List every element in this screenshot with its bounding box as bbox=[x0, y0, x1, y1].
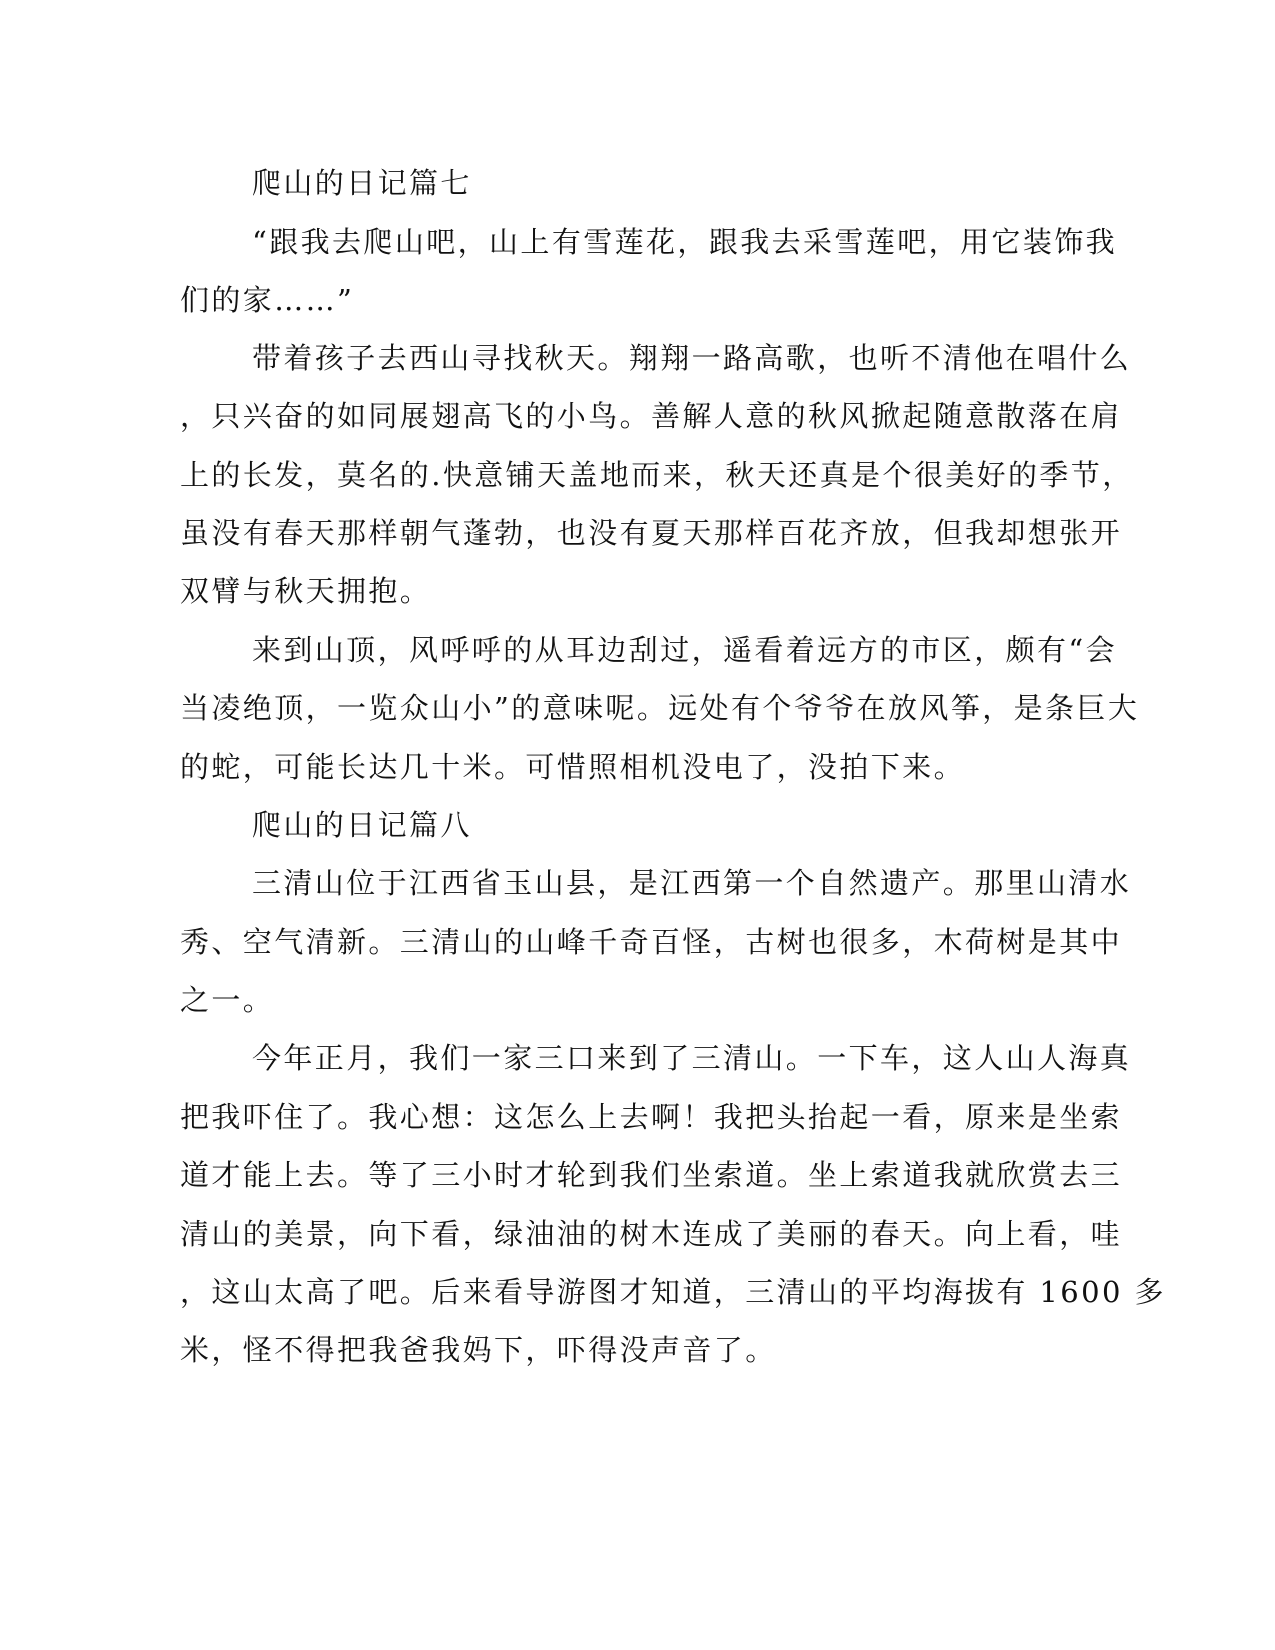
paragraph-line: 带着孩子去西山寻找秋天。翔翔一路高歌，也听不清他在唱什么 bbox=[252, 341, 1132, 375]
paragraph-line: 虽没有春天那样朝气蓬勃，也没有夏天那样百花齐放，但我却想张开 bbox=[180, 516, 1123, 550]
paragraph-line: “跟我去爬山吧，山上有雪莲花，跟我去采雪莲吧，用它装饰我 bbox=[252, 225, 1118, 259]
paragraph-line: 上的长发，莫名的.快意铺天盖地而来，秋天还真是个很美好的季节， bbox=[180, 458, 1134, 492]
paragraph-line: 们的家……” bbox=[180, 283, 355, 317]
paragraph-line: ，只兴奋的如同展翅高飞的小鸟。善解人意的秋风掀起随意散落在肩 bbox=[180, 399, 1123, 433]
paragraph-line: 当凌绝顶，一览众山小”的意味呢。远处有个爷爷在放风筝，是条巨大 bbox=[180, 691, 1140, 725]
paragraph-line: 清山的美景，向下看，绿油油的树木连成了美丽的春天。向上看，哇 bbox=[180, 1217, 1123, 1251]
paragraph-line: 把我吓住了。我心想：这怎么上去啊！我把头抬起一看，原来是坐索 bbox=[180, 1100, 1123, 1134]
paragraph-line: 来到山顶，风呼呼的从耳边刮过，遥看着远方的市区，颇有“会 bbox=[252, 633, 1118, 667]
paragraph-line: 米，怪不得把我爸我妈下，吓得没声音了。 bbox=[180, 1333, 777, 1367]
paragraph-line: 的蛇，可能长达几十米。可惜照相机没电了，没拍下来。 bbox=[180, 750, 966, 784]
paragraph-line: ，这山太高了吧。后来看导游图才知道，三清山的平均海拔有 1600 多 bbox=[180, 1275, 1166, 1309]
paragraph-line: 三清山位于江西省玉山县，是江西第一个自然遗产。那里山清水 bbox=[252, 866, 1132, 900]
heading-part-7: 爬山的日记篇七 bbox=[252, 166, 472, 200]
paragraph-line: 今年正月，我们一家三口来到了三清山。一下车，这人山人海真 bbox=[252, 1041, 1132, 1075]
heading-part-8: 爬山的日记篇八 bbox=[252, 808, 472, 842]
paragraph-line: 双臂与秋天拥抱。 bbox=[180, 574, 432, 608]
paragraph-line: 道才能上去。等了三小时才轮到我们坐索道。坐上索道我就欣赏去三 bbox=[180, 1158, 1123, 1192]
paragraph-line: 秀、空气清新。三清山的山峰千奇百怪，古树也很多，木荷树是其中 bbox=[180, 925, 1123, 959]
paragraph-line: 之一。 bbox=[180, 983, 275, 1017]
